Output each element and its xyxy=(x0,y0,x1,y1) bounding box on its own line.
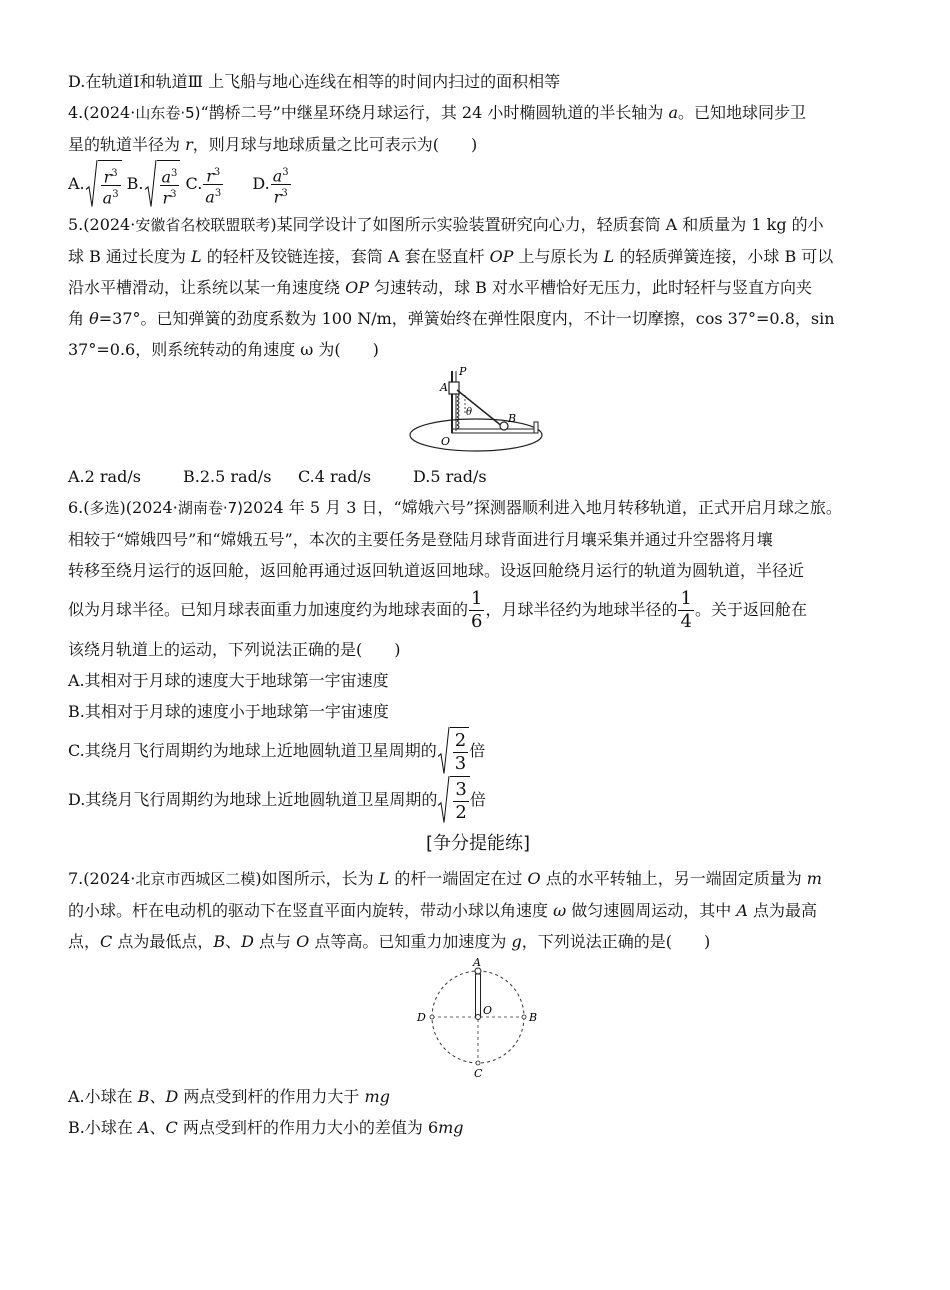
q6-option-c: C.其绕月飞行周期约为地球上近地圆轨道卫星周期的 $\frac{2}{3}$ 倍 xyxy=(68,727,888,776)
sqrt-sign xyxy=(85,160,122,209)
q5-line-4: 角 θ=37°。已知弹簧的劲度系数为 100 N/m，弹簧始终在弹性限度内，不计一切摩擦，cos 37°=0.8，sin xyxy=(68,309,835,328)
document-page xyxy=(68,66,888,1143)
horizontal-groove xyxy=(452,429,536,433)
q5-option-b: B.2.5 rad/s xyxy=(183,467,272,486)
q6-option-d: D.其绕月飞行周期约为地球上近地圆轨道卫星周期的 $\frac{3}{2}$ 倍 xyxy=(68,776,888,825)
pivot xyxy=(476,1015,481,1020)
sqrt-sign xyxy=(437,727,469,776)
q4-option-b: B. $\frac{a^3}{r^3}$ xyxy=(127,160,181,209)
q7-line-2: 的小球。杆在电动机的驱动下在竖直平面内旋转，带动小球以角速度 ω 做匀速圆周运动，其中 A 点为最高 xyxy=(68,901,817,920)
q7-option-a: A.小球在 B、D 两点受到杆的作用力大于 mg xyxy=(68,1087,390,1106)
label-c: C xyxy=(474,1067,483,1080)
fraction: $\frac{a^3}{r^3}$ xyxy=(160,165,180,207)
q7-line-1: 7.(2024·北京市西城区二模)如图所示，长为 L 的杆一端固定在过 O 点的水平转轴上，另一端固定质量为 m xyxy=(68,869,822,888)
q4-option-d: D. $\frac{a^3}{r^3}$ xyxy=(252,160,291,208)
q6-line-2: 相较于“嫦娥四号”和“嫦娥五号”，本次的主要任务是登陆月球背面进行月壤采集并通过升空器将月壤 xyxy=(68,530,773,549)
fraction: $\frac{r^3}{a^3}$ xyxy=(101,165,121,207)
ball-b xyxy=(500,422,508,430)
sqrt-sign xyxy=(437,776,469,825)
q6-line-3: 转移至绕月运行的返回舱，返回舱再通过返回轨道返回地球。设返回舱绕月运行的轨道为圆轨道，半径近 xyxy=(68,561,805,580)
radical-icon xyxy=(437,776,450,825)
label-b: B xyxy=(508,412,517,425)
q5-line-1: 5.(2024·安徽省名校联盟联考)某同学设计了如图所示实验装置研究向心力，轻质套筒 A 和质量为 1 kg 的小 xyxy=(68,215,824,234)
rod xyxy=(476,974,481,1017)
fraction: $\frac{2}{3}$ xyxy=(454,730,467,774)
fraction: $\frac{r^3}{a^3}$ xyxy=(203,164,223,206)
q7-option-b: B.小球在 A、C 两点受到杆的作用力大小的差值为 6mg xyxy=(68,1118,464,1137)
q5-line-5: 37°=0.6，则系统转动的角速度 ω 为( ) xyxy=(68,340,379,359)
q6-line-1: 6.(多选)(2024·湖南卷·7)2024 年 5 月 3 日，“嫦娥六号”探测器顺利进入地月转移轨道，正式开启月球之旅。 xyxy=(68,498,842,517)
label-d: D xyxy=(417,1011,426,1024)
q4-source: 山东卷·5) xyxy=(135,104,201,122)
q5-option-c: C.4 rad/s xyxy=(298,467,372,486)
fraction: $\frac{3}{2}$ xyxy=(455,779,467,823)
label-o: O xyxy=(483,1004,493,1017)
q5-option-a: A.2 rad/s xyxy=(68,467,141,486)
q5-line-3: 沿水平槽滑动，让系统以某一角速度绕 OP 匀速转动，球 B 对水平槽恰好无压力，此时轻杆与竖直方向夹 xyxy=(68,278,813,297)
sqrt-sign xyxy=(144,160,181,209)
turntable xyxy=(410,419,542,451)
q4-line-2: 星的轨道半径为 r，则月球与地球质量之比可表示为( ) xyxy=(68,135,478,154)
q7-source: 北京市西城区二模 xyxy=(135,870,256,888)
label-p: P xyxy=(459,365,467,378)
q6-line-4: 似为月球半径。已知月球表面重力加速度约为地球表面的 $\frac{1}{6}$ ，月球半径约为地球半径的 $\frac{1}{4}$ 。关于返回舱在 xyxy=(68,588,807,632)
fraction: $\frac{1}{6}$ xyxy=(471,588,483,632)
q4-option-a: A. $\frac{r^3}{a^3}$ xyxy=(68,160,122,209)
light-rod xyxy=(457,390,503,427)
q5-apparatus-figure xyxy=(403,365,553,461)
label-a: A xyxy=(473,957,481,969)
q6-option-a: A.其相对于月球的速度大于地球第一宇宙速度 xyxy=(68,671,389,690)
q4-options xyxy=(68,160,888,209)
label-b: B xyxy=(529,1011,538,1024)
q7-circle-figure xyxy=(403,957,553,1081)
q4-option-c: C. $\frac{r^3}{a^3}$ xyxy=(186,160,225,208)
radical-icon xyxy=(144,160,157,209)
q5-options xyxy=(68,461,888,492)
q5-line-2: 球 B 通过长度为 L 的轻杆及铰链连接，套筒 A 套在竖直杆 OP 上与原长为 L 的轻质弹簧连接，小球 B 可以 xyxy=(68,247,834,266)
radical-icon xyxy=(85,160,98,209)
q4-line-1: 4.(2024·山东卷·5)“鹊桥二号”中继星环绕月球运行，其 24 小时椭圆轨道的半长轴为 a。已知地球同步卫 xyxy=(68,103,807,122)
fraction: $\frac{1}{4}$ xyxy=(680,588,692,632)
label-theta: θ xyxy=(466,407,473,418)
q6-source: 湖南卷·7) xyxy=(177,499,243,517)
q5-source: 安徽省名校联盟联考 xyxy=(135,216,271,234)
q5-option-d: D.5 rad/s xyxy=(413,467,487,486)
sleeve-a xyxy=(449,382,459,394)
label-o: O xyxy=(441,435,451,448)
radical-icon xyxy=(437,727,450,776)
q6-line-5: 该绕月轨道上的运动，下列说法正确的是( ) xyxy=(68,640,401,659)
q7-line-3: 点，C 点为最低点，B、D 点与 O 点等高。已知重力加速度为 g，下列说法正确的是( ) xyxy=(68,932,711,951)
fraction: $\frac{a^3}{r^3}$ xyxy=(271,164,291,206)
q3-option-d: D.在轨道Ⅰ和轨道Ⅲ 上飞船与地心连线在相等的时间内扫过的面积相等 xyxy=(68,72,561,91)
label-a: A xyxy=(440,381,448,394)
section-title: [争分提能练] xyxy=(425,833,531,854)
q6-option-b: B.其相对于月球的速度小于地球第一宇宙速度 xyxy=(68,702,389,721)
